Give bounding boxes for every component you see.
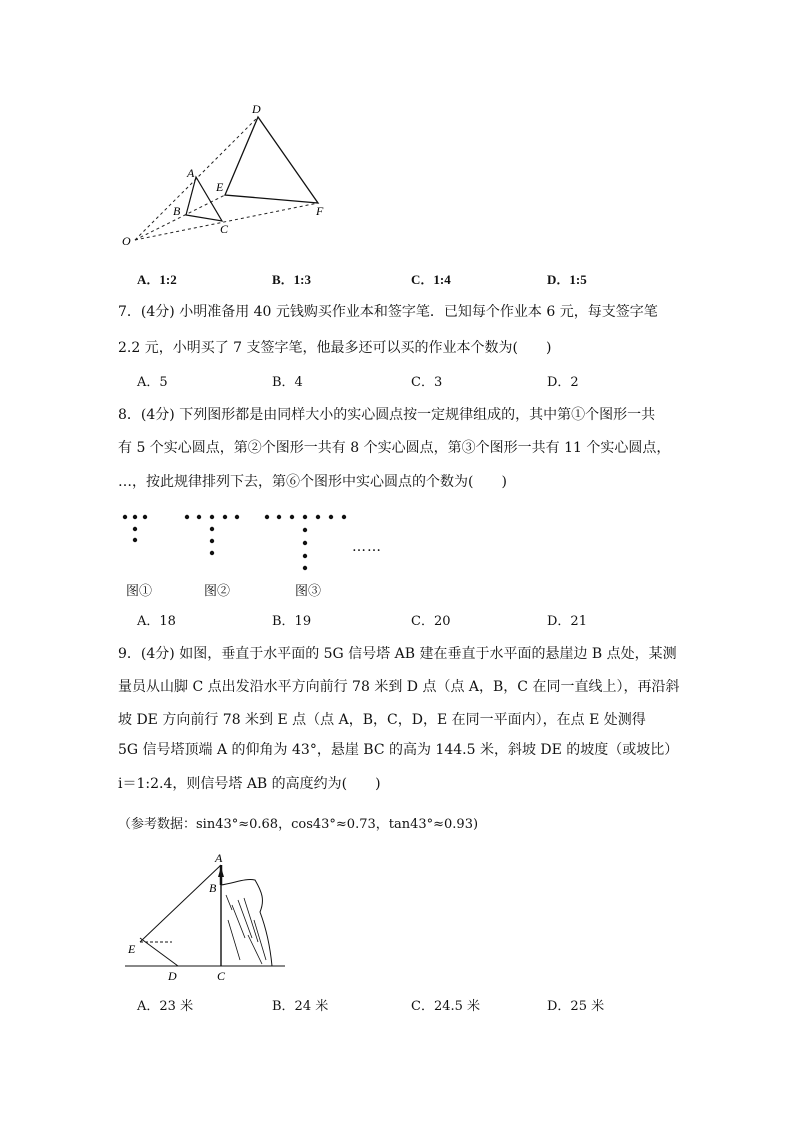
q7-option-d: D．2 xyxy=(547,375,579,390)
dot-figure-3 xyxy=(265,515,346,570)
q9-line-1: 9．(4分) 如图，垂直于水平面的 5G 信号塔 AB 建在垂直于水平面的悬崖边 B 点处，某测 xyxy=(118,646,677,662)
q8-option-b: B．19 xyxy=(272,614,312,629)
q8-option-c: C．20 xyxy=(411,614,451,629)
q7-option-b: B．4 xyxy=(272,375,303,390)
q6-option-c: C．1:4 xyxy=(411,272,451,287)
q9-option-b: B．24 米 xyxy=(272,999,329,1014)
label-e-q9: E xyxy=(128,942,136,956)
q7-line-1: 7．(4分) 小明准备用 40 元钱购买作业本和签字笔．已知每个作业本 6 元，每支签字笔 xyxy=(118,304,658,320)
q7-option-c: C．3 xyxy=(411,375,443,390)
q8-ellipsis: …… xyxy=(352,539,382,555)
label-o: O xyxy=(122,234,131,248)
q8-caption-1: 图① xyxy=(126,584,153,599)
label-e: E xyxy=(216,180,224,194)
figure-q6 xyxy=(110,95,350,255)
label-a-q9: A xyxy=(215,851,223,865)
q8-line-3: …，按此规律排列下去，第⑥个图形中实心圆点的个数为( ) xyxy=(118,474,507,490)
label-c: C xyxy=(220,222,229,236)
q9-option-c: C．24.5 米 xyxy=(411,999,481,1014)
label-d: D xyxy=(252,102,261,116)
q8-caption-2: 图② xyxy=(204,584,231,599)
q9-line-2: 量员从山脚 C 点出发沿水平方向前行 78 米到 D 点（点 A，B，C 在同一直线上），再沿斜 xyxy=(118,679,680,695)
figure-q8-dots xyxy=(115,505,365,580)
q9-reference: （参考数据：sin43°≈0.68，cos43°≈0.73，tan43°≈0.93) xyxy=(118,817,479,832)
figure-q9 xyxy=(120,850,300,985)
q6-option-d: D．1:5 xyxy=(547,272,587,287)
q8-option-a: A．18 xyxy=(137,614,176,629)
q9-option-d: D．25 米 xyxy=(547,999,605,1014)
q9-line-4: 5G 信号塔顶端 A 的仰角为 43°，悬崖 BC 的高为 144.5 米，斜坡 DE 的坡度（或坡比） xyxy=(118,742,679,758)
label-c-q9: C xyxy=(217,969,226,983)
q8-line-1: 8．(4分) 下列图形都是由同样大小的实心圆点按一定规律组成的，其中第①个图形一共 xyxy=(118,407,656,423)
q9-option-a: A．23 米 xyxy=(137,999,194,1014)
label-b: B xyxy=(173,204,181,218)
q7-option-a: A．5 xyxy=(137,375,168,390)
dot-figure-1 xyxy=(123,515,147,542)
q8-option-d: D．21 xyxy=(547,614,587,629)
label-b-q9: B xyxy=(209,881,217,895)
q7-line-2: 2.2 元，小明买了 7 支签字笔，他最多还可以买的作业本个数为( ) xyxy=(118,340,552,356)
q9-line-3: 坡 DE 方向前行 78 米到 E 点（点 A，B，C，D，E 在同一平面内），在点 E 处测得 xyxy=(118,712,646,728)
dot-figure-2 xyxy=(185,515,239,555)
triangle-def xyxy=(225,117,318,203)
q8-caption-3: 图③ xyxy=(295,584,322,599)
label-d-q9: D xyxy=(168,969,177,983)
cliff-hatching xyxy=(226,895,266,964)
sight-line-ea xyxy=(140,865,221,942)
label-a: A xyxy=(187,166,195,180)
q6-option-b: B．1:3 xyxy=(272,272,312,287)
q9-line-5: i＝1:2.4，则信号塔 AB 的高度约为( ) xyxy=(118,776,381,792)
label-f: F xyxy=(316,204,324,218)
q6-option-a: A．1:2 xyxy=(137,272,177,287)
q8-line-2: 有 5 个实心圆点，第②个图形一共有 8 个实心圆点，第③个图形一共有 11 个实心圆点， xyxy=(118,440,671,456)
